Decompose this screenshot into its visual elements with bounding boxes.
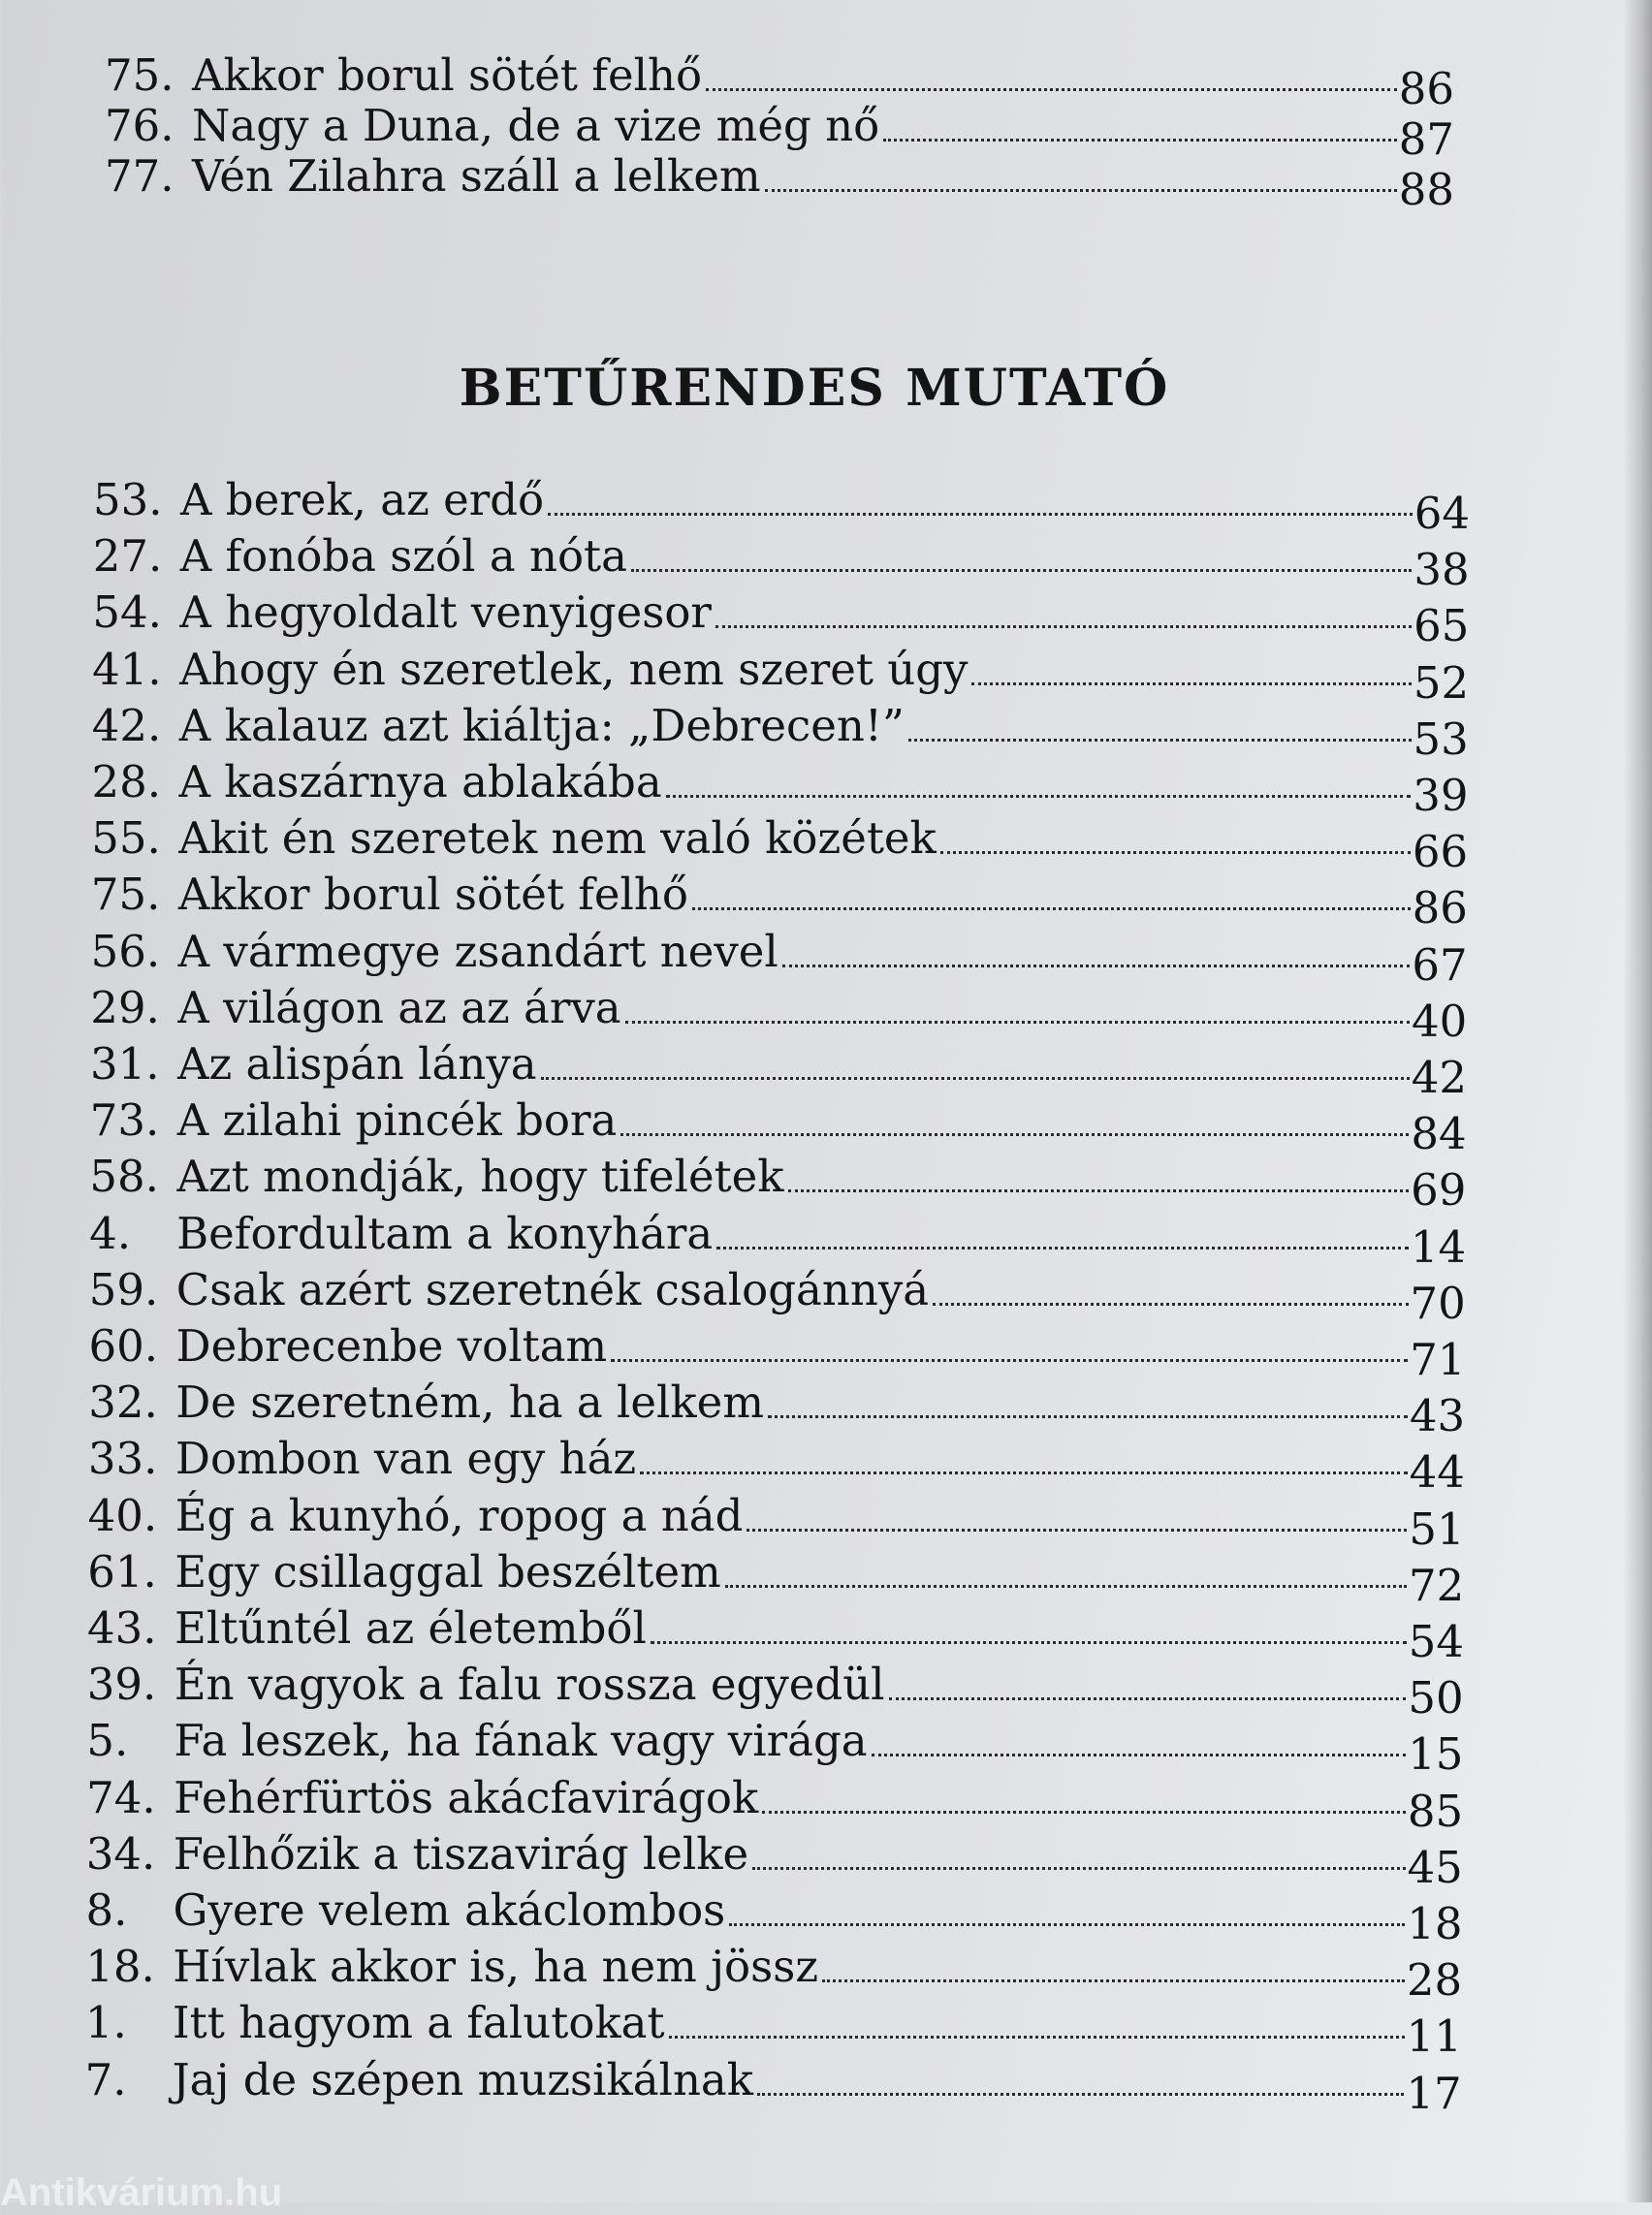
index-entry — [89, 1199, 1467, 1273]
dot-leader — [631, 569, 1412, 572]
entry-page-number: 85 — [1407, 1785, 1464, 1837]
entry-number: 1. — [84, 1997, 127, 2049]
entry-number: 59. — [88, 1263, 159, 1315]
entry-number: 8. — [85, 1884, 128, 1936]
entry-title: A zilahi pincék bora — [176, 1094, 618, 1147]
index-entry — [86, 1650, 1464, 1725]
index-entry — [90, 973, 1468, 1047]
entry-page-number: 64 — [1414, 488, 1470, 539]
index-entry — [91, 804, 1469, 878]
entry-number: 39. — [86, 1659, 157, 1711]
entry-title: Eltűntél az életemből — [175, 1602, 647, 1654]
entry-number: 41. — [92, 643, 162, 695]
entry-page-number: 45 — [1407, 1841, 1463, 1893]
index-entry — [87, 1481, 1465, 1555]
entry-number: 58. — [89, 1151, 159, 1203]
entry-page-number: 44 — [1409, 1446, 1465, 1499]
entry-page-number: 84 — [1411, 1108, 1467, 1160]
entry-title: A kaszárnya ablakába — [178, 756, 662, 807]
dot-leader — [625, 1021, 1410, 1024]
entry-number: 29. — [90, 981, 160, 1033]
entry-title: Gyere velem akáclombos — [173, 1884, 726, 1936]
index-entry — [90, 917, 1468, 991]
entry-title: De szeretném, ha a lelkem — [175, 1376, 764, 1429]
entry-title: Hívlak akkor is, ha nem jössz — [173, 1941, 819, 1993]
section-heading: BETŰRENDES MUTATÓ — [459, 359, 1170, 418]
index-entry — [88, 1312, 1466, 1385]
entry-number: 4. — [89, 1207, 132, 1259]
index-entry — [88, 1255, 1466, 1329]
entry-page-number: 11 — [1406, 2010, 1462, 2063]
entry-title: Ahogy én szeretlek, nem szeret úgy — [179, 643, 969, 695]
entry-page-number: 67 — [1412, 938, 1468, 991]
entry-title: Egy csillaggal beszéltem — [175, 1545, 721, 1598]
entry-page-number: 28 — [1406, 1954, 1463, 2007]
entry-page-number: 38 — [1414, 544, 1470, 596]
index-entry — [91, 747, 1469, 821]
entry-number: 28. — [91, 756, 162, 807]
entry-number: 73. — [89, 1094, 160, 1147]
index-entry — [87, 1537, 1465, 1611]
entry-number: 55. — [91, 812, 161, 865]
entry-page-number: 86 — [1412, 882, 1468, 934]
dot-leader — [940, 851, 1411, 854]
entry-title: Vén Zilahra száll a lelkem — [192, 150, 761, 202]
index-entry — [86, 1763, 1464, 1837]
dot-leader — [548, 513, 1413, 516]
entry-title: A vármegye zsandárt nevel — [177, 925, 778, 977]
entry-title: Dombon van egy ház — [175, 1433, 637, 1485]
entry-page-number: 51 — [1409, 1503, 1465, 1555]
entry-page-number: 15 — [1408, 1728, 1464, 1781]
dot-leader — [725, 1585, 1407, 1588]
entry-page-number: 72 — [1409, 1559, 1465, 1611]
entry-page-number: 54 — [1408, 1616, 1464, 1667]
entry-number: 40. — [87, 1489, 158, 1541]
entry-number: 32. — [88, 1376, 158, 1429]
entry-page-number: 14 — [1410, 1220, 1467, 1273]
entry-page-number: 53 — [1413, 712, 1469, 765]
dot-leader — [782, 965, 1411, 967]
entry-page-number: 66 — [1412, 826, 1469, 878]
entry-number: 33. — [87, 1433, 158, 1485]
dot-leader — [666, 795, 1412, 798]
entry-title: Ég a kunyhó, ropog a nád — [175, 1489, 744, 1541]
dot-leader — [762, 1811, 1406, 1814]
entry-page-number: 70 — [1410, 1277, 1466, 1329]
dot-leader — [640, 1471, 1407, 1474]
entry-page-number: 88 — [1398, 164, 1454, 215]
entry-number: 60. — [88, 1320, 159, 1372]
entry-title: Fa leszek, ha fának vagy virága — [174, 1715, 868, 1767]
entry-title: Fehérfürtös akácfavirágok — [174, 1771, 759, 1823]
index-entry — [87, 1424, 1465, 1499]
dot-leader — [620, 1133, 1409, 1136]
entry-title: Jaj de szépen muzsikálnak — [172, 2053, 754, 2105]
entry-number: 75. — [105, 49, 175, 101]
index-entry — [93, 465, 1470, 539]
dot-leader — [715, 625, 1412, 628]
index-entry — [92, 522, 1470, 596]
dot-leader — [752, 1867, 1405, 1870]
entry-title: Azt mondják, hogy tifelétek — [176, 1151, 784, 1203]
entry-number: 77. — [105, 150, 175, 202]
entry-title: Akkor borul sötét felhő — [177, 869, 688, 921]
entry-page-number: 40 — [1412, 995, 1468, 1047]
dot-leader — [822, 1979, 1405, 1982]
entry-number: 43. — [87, 1602, 157, 1654]
index-entry — [88, 1368, 1466, 1442]
entry-number: 75. — [90, 869, 161, 921]
index-entry — [85, 1819, 1463, 1893]
entry-page-number: 52 — [1413, 656, 1470, 709]
index-entry — [91, 691, 1469, 765]
index-entry — [105, 142, 1454, 215]
index-entry — [90, 1029, 1467, 1103]
dot-leader — [757, 2093, 1404, 2096]
entry-title: Befordultam a konyhára — [176, 1207, 714, 1259]
dot-leader — [908, 739, 1412, 742]
index-entry — [105, 91, 1454, 165]
entry-title: Akit én szeretek nem való közétek — [178, 812, 937, 865]
entry-page-number: 50 — [1408, 1672, 1464, 1725]
entry-page-number: 86 — [1398, 63, 1454, 114]
entry-title: A kalauz azt kiáltja: „Debrecen!” — [178, 699, 905, 751]
entry-number: 42. — [91, 699, 162, 751]
watermark: Antikvárium.hu — [0, 2171, 283, 2214]
entry-number: 5. — [86, 1715, 129, 1767]
entry-title: A berek, az erdő — [180, 474, 545, 525]
entry-title: Az alispán lánya — [177, 1038, 537, 1090]
index-entry — [86, 1706, 1464, 1781]
entry-number: 31. — [90, 1038, 160, 1090]
entry-number: 18. — [85, 1941, 155, 1993]
dot-leader — [541, 1077, 1410, 1080]
entry-page-number: 71 — [1410, 1334, 1466, 1385]
entry-number: 7. — [84, 2053, 127, 2105]
dot-leader — [716, 1247, 1409, 1250]
entry-page-number: 69 — [1411, 1164, 1467, 1217]
entry-title: A fonóba szól a nóta — [179, 530, 627, 583]
entry-number: 27. — [92, 530, 163, 583]
entry-title: A világon az az árva — [177, 981, 621, 1033]
index-entry — [105, 41, 1454, 114]
index-entry — [89, 1142, 1467, 1217]
entry-number: 54. — [92, 586, 162, 639]
index-entry — [89, 1086, 1467, 1160]
index-entry — [84, 2045, 1462, 2119]
dot-leader — [729, 1923, 1405, 1926]
dot-leader — [692, 907, 1411, 910]
entry-title: Itt hagyom a falutokat — [172, 1997, 665, 2049]
dot-leader — [768, 1415, 1408, 1418]
entry-title: Csak azért szeretnék csalogánnyá — [175, 1263, 930, 1315]
entry-title: Akkor borul sötét felhő — [192, 49, 703, 101]
dot-leader — [872, 1754, 1407, 1756]
dot-leader — [788, 1189, 1410, 1192]
entry-page-number: 18 — [1407, 1898, 1463, 1949]
index-entry — [90, 860, 1468, 934]
dot-leader — [747, 1529, 1407, 1532]
entry-title: Nagy a Duna, de a vize még nő — [192, 100, 880, 151]
dot-leader — [669, 2036, 1405, 2039]
dot-leader — [651, 1641, 1407, 1644]
entry-page-number: 43 — [1409, 1390, 1466, 1442]
entry-page-number: 39 — [1413, 770, 1469, 821]
dot-leader — [889, 1697, 1407, 1700]
book-spine-shadow — [1623, 0, 1652, 2202]
index-entry — [85, 1932, 1463, 2007]
entry-title: A hegyoldalt venyigesor — [179, 586, 712, 639]
entry-page-number: 42 — [1411, 1052, 1467, 1103]
entry-title: Debrecenbe voltam — [175, 1320, 608, 1372]
dot-leader — [765, 189, 1397, 192]
index-entry — [85, 1876, 1463, 1949]
dot-leader — [971, 682, 1411, 685]
entry-page-number: 87 — [1398, 113, 1454, 165]
entry-number: 76. — [105, 100, 175, 151]
entry-number: 74. — [86, 1771, 156, 1823]
entry-page-number: 65 — [1414, 600, 1470, 652]
entry-title: Én vagyok a falu rossza egyedül — [174, 1659, 885, 1711]
dot-leader — [933, 1303, 1408, 1306]
entry-page-number: 17 — [1406, 2067, 1462, 2119]
entry-number: 56. — [90, 925, 161, 977]
index-entry — [92, 578, 1470, 652]
entry-number: 61. — [87, 1545, 157, 1598]
dot-leader — [611, 1359, 1408, 1362]
index-entry — [84, 1988, 1462, 2063]
entry-number: 34. — [85, 1827, 156, 1880]
entry-number: 53. — [93, 474, 163, 525]
entry-title: Felhőzik a tiszavirág lelke — [173, 1827, 749, 1880]
index-entry — [87, 1594, 1464, 1667]
index-entry — [92, 635, 1470, 709]
